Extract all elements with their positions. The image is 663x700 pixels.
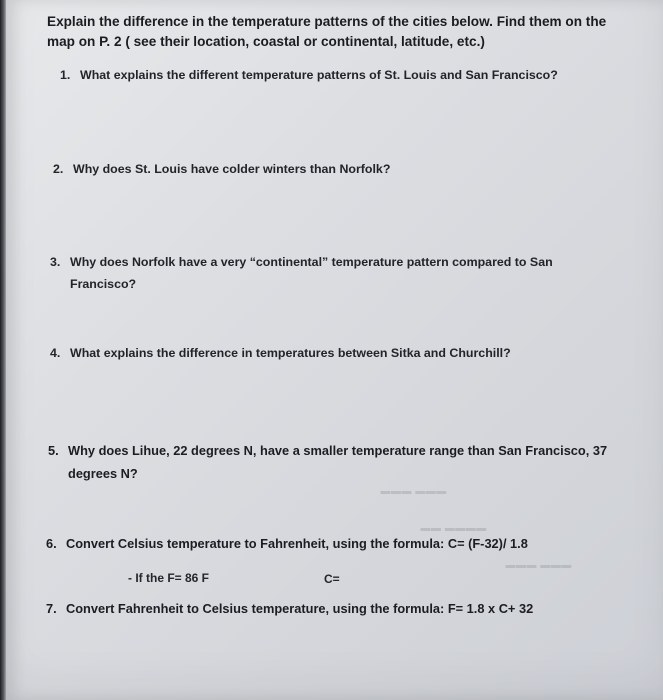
question-number: 6.	[46, 536, 57, 551]
question-text: What explains the difference in temperatures between Sitka and Churchill?	[70, 346, 511, 360]
question-number: 2.	[53, 162, 64, 176]
question-text: Why does St. Louis have colder winters than Norfolk?	[73, 162, 391, 176]
question-number: 4.	[50, 346, 61, 360]
question-3	[50, 253, 640, 293]
question-text-line-2: degrees N?	[68, 466, 138, 481]
question-text-line-1: Why does Norfolk have a very “continental” temperature pattern compared to San	[70, 255, 553, 269]
instructions-heading: Explain the difference in the temperature patterns of the cities below. Find them on the map on P. 2 ( see their location, coastal or continental, latitude, etc.)	[47, 14, 607, 49]
question-number: 5.	[48, 443, 59, 458]
bleed-through-mark: ▬▬▬ ▬▬▬	[380, 486, 447, 497]
question-number: 7.	[46, 601, 57, 616]
q6-given-value: - If the F= 86 F	[128, 571, 210, 585]
question-text-line-1: Why does Lihue, 22 degrees N, have a smaller temperature range than San Francisco, 37	[68, 443, 608, 458]
bleed-through-mark: ▬▬▬ ▬▬▬	[505, 560, 572, 571]
question-5	[48, 441, 648, 483]
bleed-through-mark: ▬▬▬▬ ▬▬	[420, 523, 487, 534]
question-number: 3.	[50, 255, 61, 269]
q6-answer-label: C=	[324, 572, 340, 586]
question-text: What explains the different temperature patterns of St. Louis and San Francisco?	[80, 68, 558, 82]
question-text: Convert Celsius temperature to Fahrenheit, using the formula: C= (F-32)/ 1.8	[66, 536, 528, 551]
question-text-line-2: Francisco?	[70, 277, 137, 291]
question-text: Convert Fahrenheit to Celsius temperature, using the formula: F= 1.8 x C+ 32	[66, 601, 534, 616]
question-number: 1.	[60, 68, 71, 82]
